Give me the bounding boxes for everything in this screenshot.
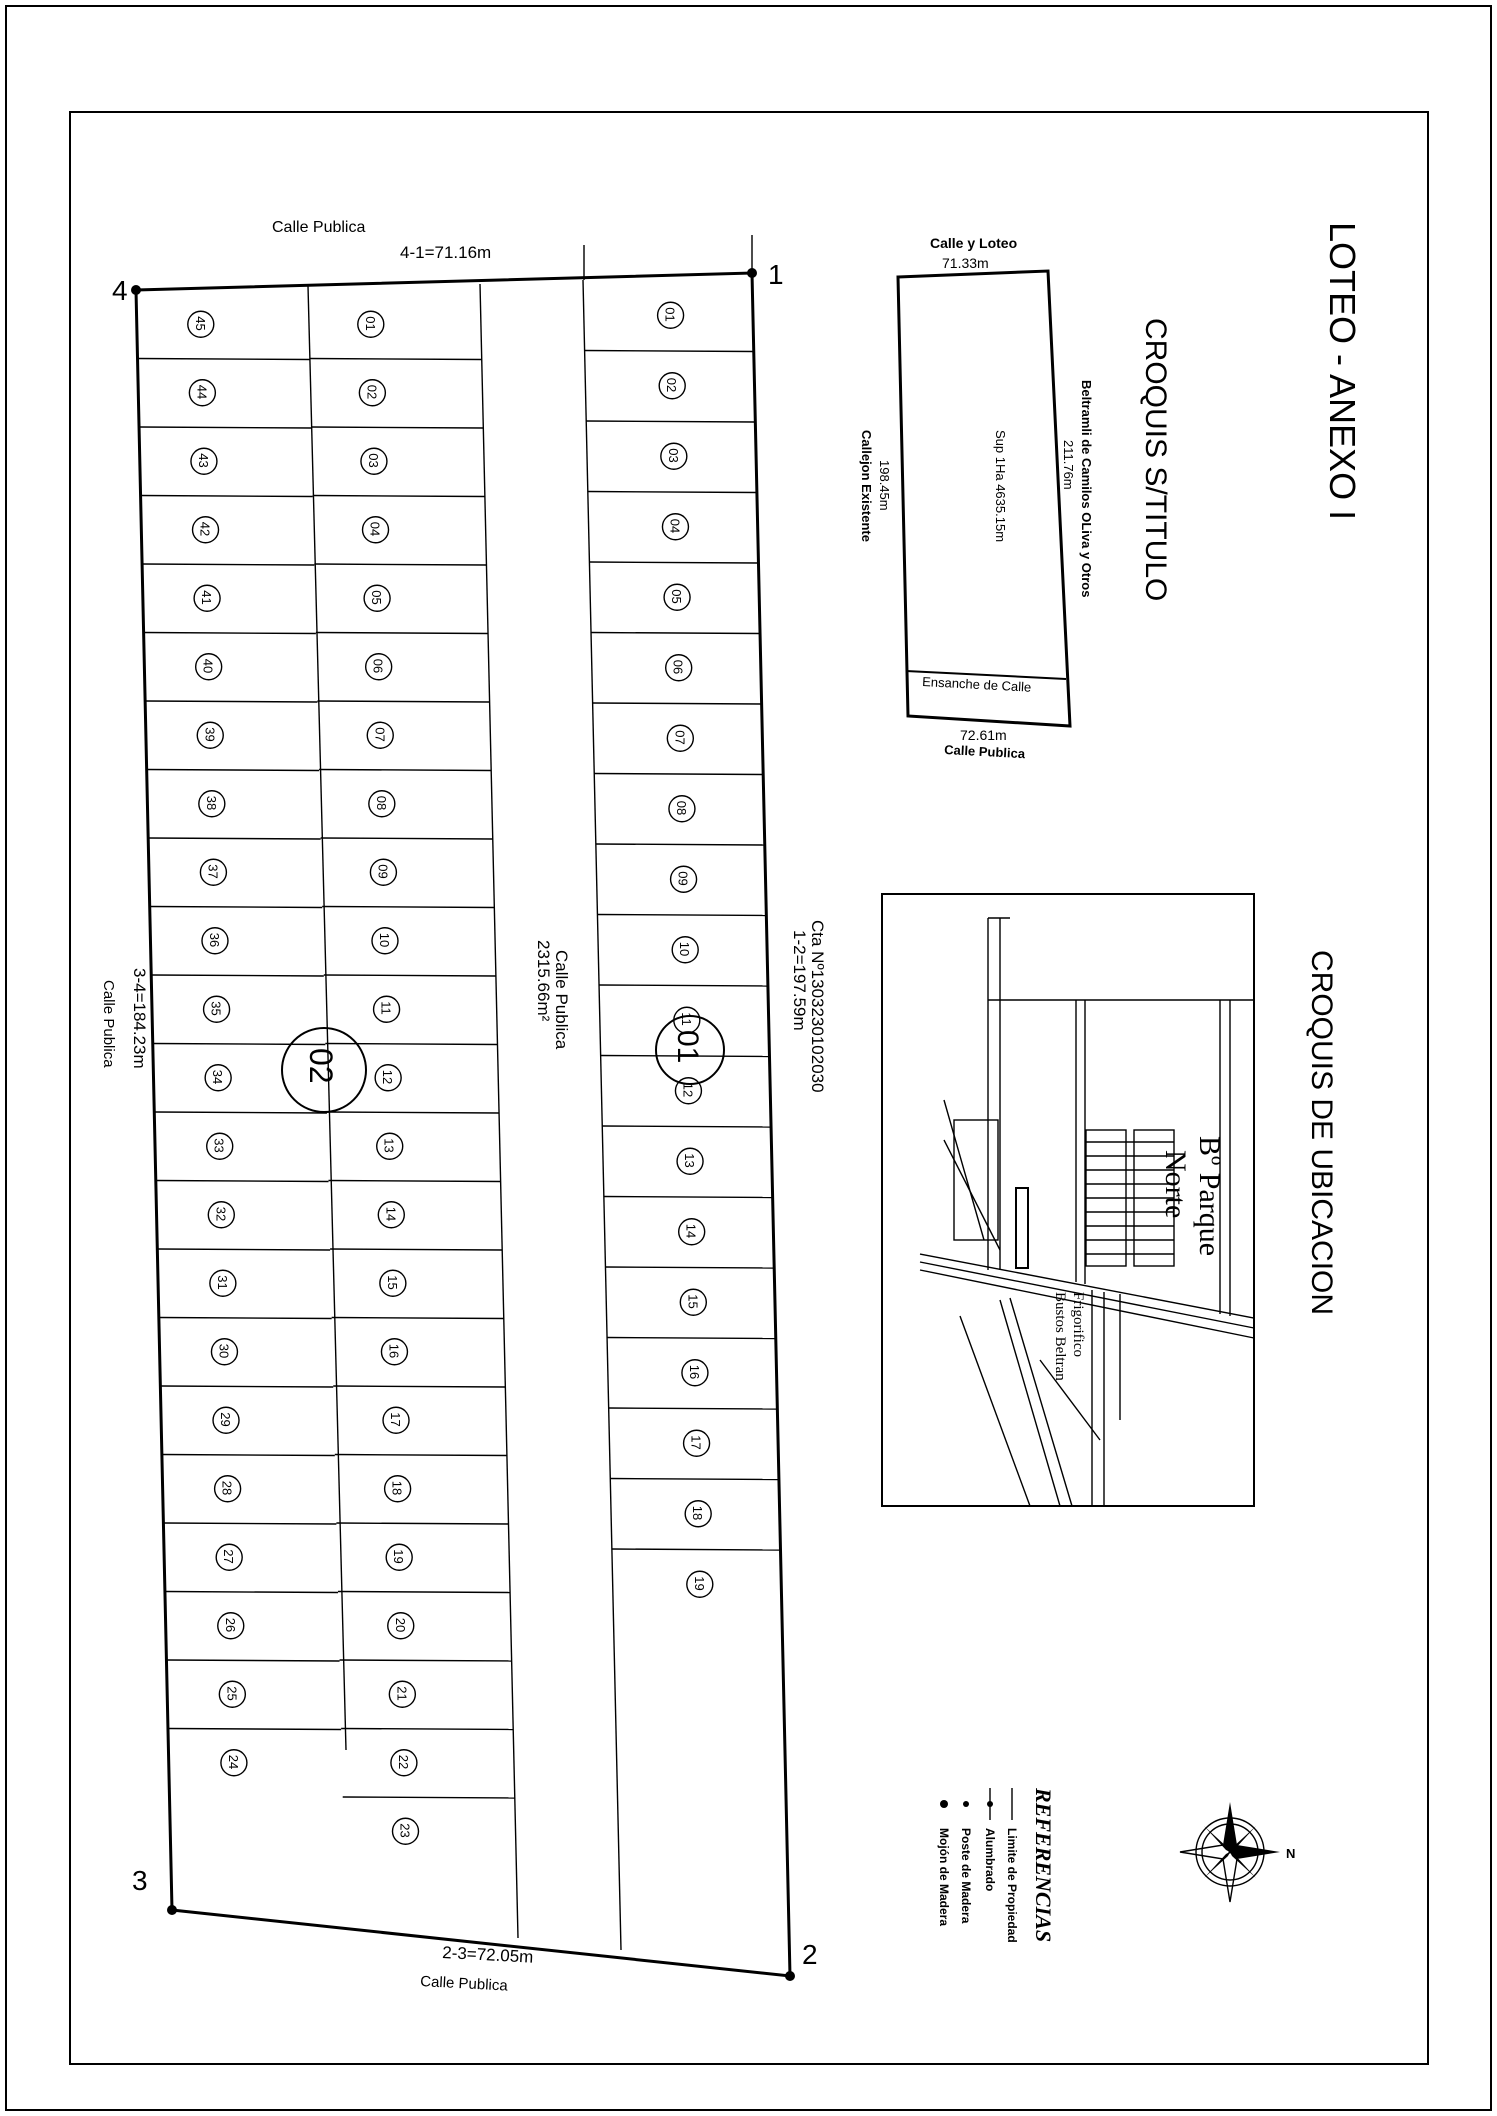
lot-number: 17 <box>688 1435 704 1450</box>
lot-divider <box>163 1455 335 1456</box>
road-line <box>920 1262 1254 1328</box>
lot-number: 16 <box>686 1364 702 1380</box>
block02-lot-10 <box>372 928 398 954</box>
side-2-3-label: 2-3=72.05m <box>441 1943 534 1967</box>
ensanche-label: Ensanche de Calle <box>921 674 1032 695</box>
lot-divider <box>340 1660 512 1661</box>
lot-number: 10 <box>677 941 693 957</box>
lot-divider <box>586 421 755 422</box>
block01-lot-18 <box>685 1501 711 1527</box>
lot-divider <box>317 701 489 702</box>
lot-number: 35 <box>208 1001 224 1016</box>
lot-number: 07 <box>372 727 388 742</box>
block02-lot-14 <box>378 1202 404 1228</box>
lot-number: 10 <box>376 932 392 948</box>
lot-divider <box>612 1549 781 1550</box>
block02-lot-37 <box>200 859 226 885</box>
side-3-4-label: 3-4=184.23m <box>130 968 149 1069</box>
road-line <box>944 1100 984 1240</box>
bottom-dim-label: 72.61m <box>960 727 1007 743</box>
lot-divider <box>593 703 762 704</box>
block01-lot-14 <box>679 1219 705 1245</box>
block02-lot-18 <box>385 1476 411 1502</box>
alumbrado-dot <box>987 1801 993 1807</box>
block02-lot-30 <box>211 1339 237 1365</box>
lot-number: 06 <box>370 658 386 674</box>
lot-divider <box>610 1479 779 1480</box>
ubicacion-heading: CROQUIS DE UBICACION <box>1305 950 1338 1316</box>
block02-lot-41 <box>194 585 220 611</box>
block02-lot-38 <box>199 791 225 817</box>
lot-divider <box>157 1181 329 1182</box>
lot-divider <box>144 633 316 634</box>
lot-number: 21 <box>394 1686 410 1701</box>
lot-divider <box>333 1386 505 1387</box>
lot-number: 19 <box>391 1549 407 1564</box>
cta-label: Cta Nº1303230102030 <box>808 920 827 1093</box>
lot-labels <box>188 302 713 1844</box>
lot-divider <box>588 492 757 493</box>
lot-divider <box>324 975 496 976</box>
block02-lot-04 <box>363 517 389 543</box>
lot-number: 02 <box>664 377 680 393</box>
lot-divider <box>336 1523 508 1524</box>
lot-number: 45 <box>192 316 208 331</box>
lot-divider <box>589 562 758 563</box>
mojon-symbol <box>940 1800 948 1808</box>
referencias <box>937 1787 1056 1943</box>
block02-lot-35 <box>204 996 230 1022</box>
lot-divider <box>314 564 486 565</box>
lot-number: 33 <box>211 1138 227 1153</box>
block02-lot-26 <box>218 1613 244 1639</box>
vertex-marker <box>167 1905 177 1915</box>
croquis-titulo-heading: CROQUIS S/TITULO <box>1139 318 1172 602</box>
lot-number: 18 <box>690 1505 706 1521</box>
block02-lot-19 <box>386 1544 412 1570</box>
block02-lot-02 <box>359 380 385 406</box>
block02-lot-40 <box>196 654 222 680</box>
block02-lot-16 <box>381 1339 407 1365</box>
vertex-4-label: 4 <box>112 275 128 306</box>
block02-lot-32 <box>208 1202 234 1228</box>
block01-lot-06 <box>666 655 692 681</box>
highlighted-lot <box>1016 1188 1028 1268</box>
block02-lot-08 <box>369 791 395 817</box>
lot-number: 03 <box>365 453 381 468</box>
vertex-marker <box>785 1971 795 1981</box>
lot-number: 01 <box>362 316 378 331</box>
lot-number: 32 <box>213 1206 229 1222</box>
lot-number: 30 <box>216 1343 232 1359</box>
lot-divider <box>168 1660 340 1661</box>
street-top-label: Calle Publica <box>272 219 366 236</box>
block01-lot-04 <box>662 514 688 540</box>
lot-divider <box>164 1523 336 1524</box>
road-line <box>944 1140 1000 1250</box>
road-line <box>920 1270 1254 1338</box>
lot-number: 05 <box>369 590 385 605</box>
block-02-label: 02 <box>303 1048 339 1084</box>
lot-number: 29 <box>218 1412 234 1427</box>
block02-lot-42 <box>193 517 219 543</box>
lot-divider <box>609 1408 778 1409</box>
block02-lot-05 <box>364 585 390 611</box>
lot-divider <box>158 1249 330 1250</box>
lot-number: 18 <box>389 1480 405 1496</box>
referencias-heading: REFERENCIAS <box>1031 1788 1056 1943</box>
lot-divider <box>141 496 313 497</box>
lot-number: 38 <box>203 795 219 811</box>
block01-lot-05 <box>664 584 690 610</box>
lot-number: 40 <box>200 658 216 674</box>
lot-divider <box>584 351 753 352</box>
compass-icon <box>1180 1802 1295 1902</box>
block02-lot-28 <box>215 1476 241 1502</box>
callejon-label: Callejon Existente <box>859 430 874 542</box>
lot-number: 15 <box>384 1275 400 1290</box>
lot-number: 27 <box>221 1549 237 1564</box>
ref-item-limite: Limite de Propiedad <box>1005 1828 1019 1943</box>
block02-lot-44 <box>189 380 215 406</box>
block02-lot-45 <box>188 311 214 337</box>
block02-lot-36 <box>202 928 228 954</box>
lot-number: 12 <box>380 1069 396 1085</box>
lot-divider <box>138 359 310 360</box>
lot-divider <box>150 907 322 908</box>
lot-number: 37 <box>205 864 221 879</box>
lot-number: 24 <box>225 1754 241 1770</box>
block02-lot-17 <box>383 1407 409 1433</box>
block01-lot-13 <box>677 1148 703 1174</box>
subdivision-plan <box>100 219 827 1995</box>
lot-divider <box>149 838 321 839</box>
lot-divider <box>311 427 483 428</box>
poste-symbol <box>963 1801 969 1807</box>
side-4-1-label: 4-1=71.16m <box>400 243 492 262</box>
inner-frame <box>70 112 1428 2064</box>
block01-lot-10 <box>672 937 698 963</box>
lot-number: 31 <box>214 1275 230 1290</box>
bottom-street-label: Calle Publica <box>943 742 1026 762</box>
lot-divider <box>321 838 493 839</box>
lot-divider <box>329 1181 501 1182</box>
block02-lot-15 <box>380 1270 406 1296</box>
street-bottom-label: Calle Publica <box>419 1973 509 1995</box>
block02-lot-20 <box>388 1613 414 1639</box>
lot-number: 22 <box>395 1754 411 1770</box>
vertex-marker <box>747 268 757 278</box>
lot-divider <box>327 1112 499 1113</box>
lot-divider <box>591 633 760 634</box>
lot-divider <box>341 1729 513 1730</box>
lot-divider <box>160 1318 332 1319</box>
sheet-title: LOTEO - ANEXO I <box>1322 222 1363 521</box>
block01-lot-09 <box>671 866 697 892</box>
block01-lot-02 <box>659 373 685 399</box>
block02-lot-07 <box>367 722 393 748</box>
lot-number: 09 <box>375 864 391 879</box>
owner-label: Beltramli de Camilos OLiva y Otros <box>1079 380 1094 598</box>
lot-divider <box>607 1338 776 1339</box>
lot-number: 04 <box>667 518 683 534</box>
lot-divider <box>599 985 768 986</box>
lot-divider <box>153 1044 325 1045</box>
lot-lines <box>138 351 781 1799</box>
lot-number: 11 <box>678 1012 694 1026</box>
block02-lot-43 <box>191 448 217 474</box>
road-line <box>920 1254 1254 1318</box>
side-1-2-label: 1-2=197.59m <box>790 930 809 1031</box>
north-letter: N <box>1286 1846 1296 1861</box>
lot-divider <box>147 770 319 771</box>
block01-lot-16 <box>682 1360 708 1386</box>
top-dim-label: 71.33m <box>942 255 989 271</box>
lot-number: 13 <box>682 1153 698 1168</box>
block02-edge <box>136 290 172 1910</box>
lot-divider <box>319 770 491 771</box>
lot-number: 14 <box>683 1223 699 1239</box>
street-left-label: Calle Publica <box>100 980 117 1068</box>
barrio-line1: Bº Parque <box>1193 1136 1226 1257</box>
lot-number: 04 <box>367 521 383 537</box>
ref-item-poste: Poste de Madera <box>959 1828 973 1924</box>
lot-number: 14 <box>383 1206 399 1222</box>
block02-lot-39 <box>197 722 223 748</box>
lot-number: 44 <box>194 384 210 400</box>
block02-lot-12 <box>375 1065 401 1091</box>
block02-lot-01 <box>358 311 384 337</box>
block01-lot-07 <box>667 725 693 751</box>
top-street-label: Calle y Loteo <box>930 235 1018 251</box>
lot-divider <box>602 1126 771 1127</box>
lot-number: 39 <box>202 727 218 742</box>
property-boundary <box>136 273 790 1976</box>
ref-item-alumbrado: Alumbrado <box>983 1828 997 1892</box>
lot-number: 09 <box>675 871 691 886</box>
block01-lot-03 <box>661 443 687 469</box>
left-dim-label: 198.45m <box>877 460 892 511</box>
frigorifico-line2: Bustos Beltran <box>1052 1292 1068 1381</box>
block02-divider <box>308 286 346 1750</box>
croquis-titulo <box>859 235 1172 761</box>
croquis-ubicacion <box>882 894 1338 1506</box>
lot-number: 17 <box>388 1412 404 1427</box>
block02-lot-34 <box>205 1065 231 1091</box>
road-line <box>960 1316 1030 1506</box>
lot-divider <box>313 496 485 497</box>
block02-lot-21 <box>389 1681 415 1707</box>
lot-divider <box>161 1386 333 1387</box>
lot-number: 05 <box>669 589 685 604</box>
barrio-line2: Norte <box>1159 1150 1192 1219</box>
lot-number: 16 <box>386 1343 402 1359</box>
block02-lot-31 <box>210 1270 236 1296</box>
lot-divider <box>142 564 314 565</box>
lot-divider <box>335 1455 507 1456</box>
lot-divider <box>139 427 311 428</box>
block02-lot-29 <box>213 1407 239 1433</box>
block02-lot-23 <box>392 1818 418 1844</box>
lot-number: 20 <box>392 1617 408 1633</box>
block01-lot-19 <box>687 1571 713 1597</box>
lot-divider <box>310 359 482 360</box>
lot-number: 34 <box>210 1069 226 1085</box>
block01-lot-01 <box>658 302 684 328</box>
block01-lot-15 <box>680 1289 706 1315</box>
lot-number: 25 <box>224 1686 240 1701</box>
block02-lot-13 <box>377 1133 403 1159</box>
lot-divider <box>343 1797 515 1798</box>
street-edge <box>583 280 621 1950</box>
block02-lot-33 <box>207 1133 233 1159</box>
lot-divider <box>322 907 494 908</box>
lot-divider <box>145 701 317 702</box>
block01-lot-17 <box>684 1430 710 1456</box>
lot-divider <box>597 915 766 916</box>
lot-number: 26 <box>222 1617 238 1633</box>
lot-number: 02 <box>364 384 380 400</box>
lot-number: 12 <box>680 1082 696 1098</box>
block-01-label: 01 <box>671 1030 704 1064</box>
lot-divider <box>325 1044 497 1045</box>
vertex-1-label: 1 <box>768 259 784 290</box>
lot-divider <box>166 1592 338 1593</box>
lot-divider <box>604 1197 773 1198</box>
block02-lot-24 <box>221 1750 247 1776</box>
lot-divider <box>316 633 488 634</box>
lot-number: 07 <box>672 730 688 745</box>
block02-lot-06 <box>366 654 392 680</box>
lot-number: 28 <box>219 1480 235 1496</box>
street-edge <box>480 284 518 1938</box>
lot-divider <box>338 1592 510 1593</box>
block02-lot-09 <box>370 859 396 885</box>
block01-lot-08 <box>669 796 695 822</box>
lot-number: 11 <box>378 1001 394 1015</box>
lot-divider <box>152 975 324 976</box>
lot-number: 41 <box>199 590 215 605</box>
vertex-3-label: 3 <box>132 1865 148 1896</box>
lot-number: 01 <box>662 307 678 322</box>
lot-divider <box>594 774 763 775</box>
property-outline <box>898 271 1070 726</box>
lot-number: 08 <box>673 800 689 816</box>
road-line <box>1000 1300 1060 1506</box>
lot-divider <box>606 1267 775 1268</box>
ref-item-mojon: Mojón de Madera <box>937 1828 951 1927</box>
lot-number: 23 <box>397 1823 413 1838</box>
block02-lot-25 <box>219 1681 245 1707</box>
lot-number: 19 <box>691 1576 707 1591</box>
vertex-marker <box>131 285 141 295</box>
lot-divider <box>330 1249 502 1250</box>
block02-lot-22 <box>391 1750 417 1776</box>
block02-lot-27 <box>216 1544 242 1570</box>
frigorifico-line1: Frigorifico <box>1070 1292 1086 1357</box>
lot-divider <box>596 844 765 845</box>
lot-divider <box>169 1729 341 1730</box>
lot-divider <box>332 1318 504 1319</box>
block02-lot-11 <box>374 996 400 1022</box>
right-dim-label: 211.76m <box>1061 440 1076 490</box>
lot-number: 15 <box>685 1294 701 1309</box>
vertex-2-label: 2 <box>802 1939 818 1970</box>
outer-frame <box>6 6 1491 2110</box>
lot-number: 08 <box>373 795 389 811</box>
lot-number: 43 <box>195 453 211 468</box>
block02-lot-03 <box>361 448 387 474</box>
lot-number: 36 <box>206 932 222 948</box>
lot-divider <box>155 1112 327 1113</box>
center-street-label: Calle Publica <box>552 950 571 1050</box>
center-area-label: 2315.66m² <box>534 940 553 1022</box>
lot-number: 13 <box>381 1138 397 1153</box>
lot-number: 42 <box>197 521 213 537</box>
lot-number: 03 <box>665 448 681 463</box>
lot-number: 06 <box>670 659 686 675</box>
area-label: Sup 1Ha 4635.15m <box>993 430 1008 543</box>
blocks <box>954 1120 998 1240</box>
